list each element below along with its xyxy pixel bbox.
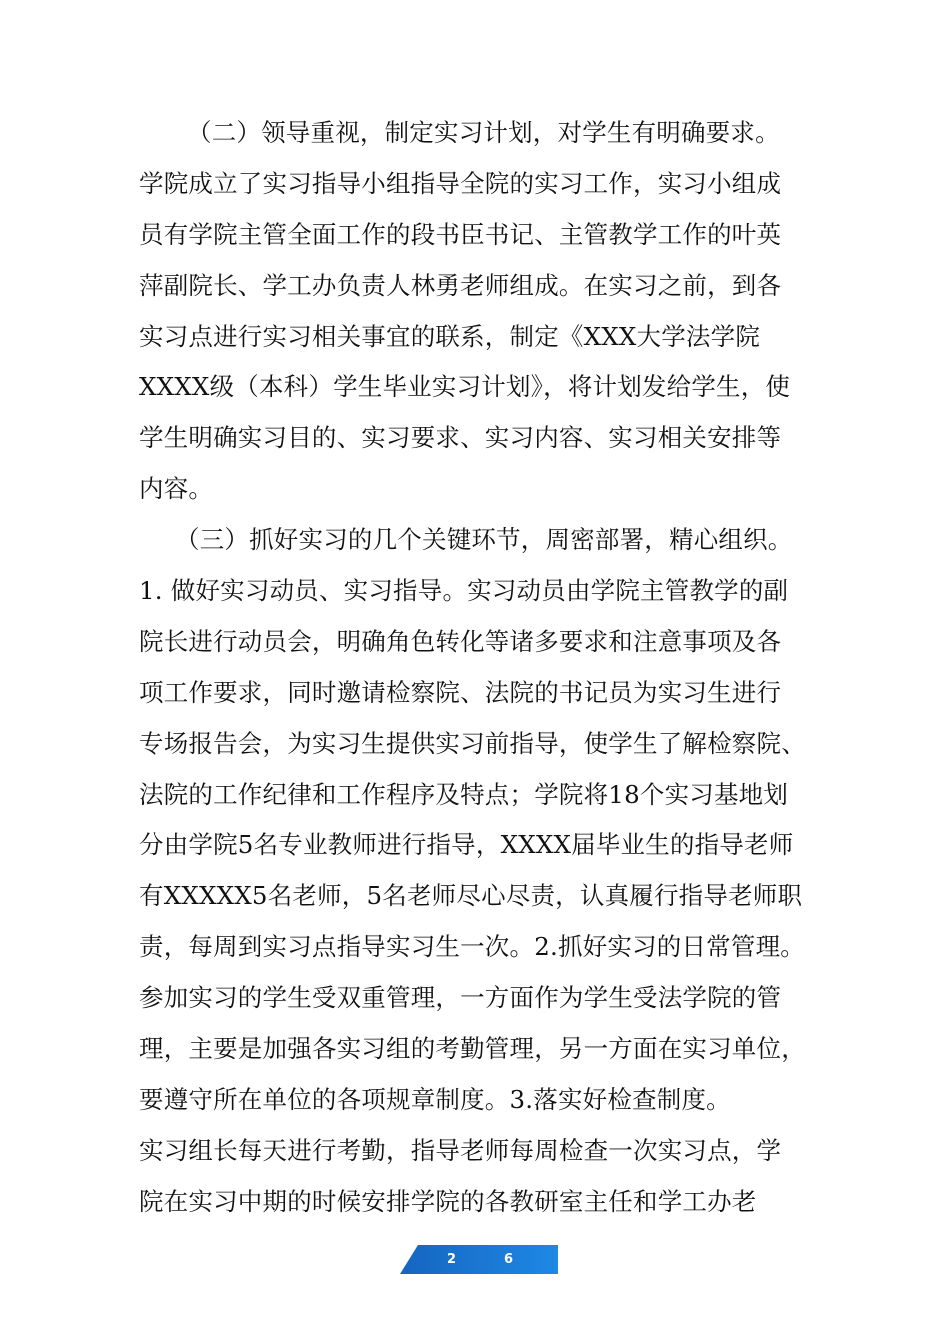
text-line: 法院的工作纪律和工作程序及特点；学院将18个实习基地划 <box>139 779 789 809</box>
text-line: 萍副院长、学工办负责人林勇老师组成。在实习之前，到各 <box>139 270 782 300</box>
text-line: XXXX级（本科）学生毕业实习计划》，将计划发给学生，使 <box>139 372 791 402</box>
page-number-badge <box>400 1245 558 1274</box>
text-line: 学院成立了实习指导小组指导全院的实习工作，实习小组成 <box>139 168 782 198</box>
document-body <box>139 108 829 1228</box>
text-line: 实习点进行实习相关事宜的联系，制定《XXX大学法学院 <box>139 321 761 351</box>
section-heading-2: （二）领导重视，制定实习计划，对学生有明确要求。 <box>187 118 780 147</box>
text-line: 理，主要是加强各实习组的考勤管理，另一方面在实习单位， <box>139 1034 806 1064</box>
total-pages-number: 6 <box>504 1252 514 1267</box>
text-line: 专场报告会，为实习生提供实习前指导，使学生了解检察院、 <box>139 728 806 758</box>
text-line: 分由学院5名专业教师进行指导，XXXX届毕业生的指导老师 <box>139 830 794 860</box>
text-line: 1. 做好实习动员、实习指导。实习动员由学院主管教学的副 <box>139 576 789 606</box>
text-line: 项工作要求，同时邀请检察院、法院的书记员为实习生进行 <box>139 677 782 707</box>
current-page-number: 2 <box>447 1252 457 1267</box>
text-line: 内容。 <box>139 474 214 504</box>
text-line: 院在实习中期的时候安排学院的各教研室主任和学工办老 <box>139 1186 757 1216</box>
text-line: 要遵守所在单位的各项规章制度。3.落实好检查制度。 <box>139 1084 731 1114</box>
text-line: 有XXXXX5名老师，5名老师尽心尽责，认真履行指导老师职 <box>139 881 803 911</box>
text-line: 院长进行动员会，明确角色转化等诸多要求和注意事项及各 <box>139 626 782 656</box>
text-line: 责，每周到实习点指导实习生一次。2.抓好实习的日常管理。 <box>139 932 805 962</box>
text-line: 员有学院主管全面工作的段书臣书记、主管教学工作的叶英 <box>139 219 782 249</box>
text-line: 参加实习的学生受双重管理，一方面作为学生受法学院的管 <box>139 983 782 1013</box>
text-line: 学生明确实习目的、实习要求、实习内容、实习相关安排等 <box>139 423 782 453</box>
badge-shape <box>400 1245 558 1274</box>
text-line: 实习组长每天进行考勤，指导老师每周检查一次实习点，学 <box>139 1135 782 1165</box>
section-heading-3: （三）抓好实习的几个关键环节，周密部署，精心组织。 <box>175 525 793 555</box>
